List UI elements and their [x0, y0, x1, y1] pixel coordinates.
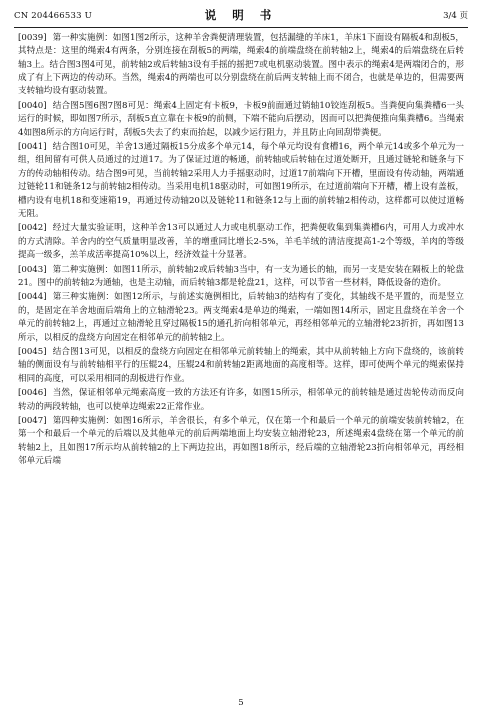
page-footer: [0, 698, 482, 708]
page-header: [14, 8, 468, 24]
document-body: [18, 32, 464, 470]
paragraph-text: 结合图5图6图7图8可见：绳索4上固定有卡板9，卡板9前面通过销轴10铰连刮板5。当粪便向集粪槽6一头运行的时候，即如图7所示，刮板5直立靠在卡板9的前侧，下端不能向后摆动，因而可以把粪便推向集粪槽6。当绳索4如图8所示的方向运行时，刮板5失去了约束而抬起，以减少运行阻力，并且防止向回刮带粪便。: [18, 100, 464, 138]
paragraph: [18, 346, 464, 386]
paragraph-number: [0041]: [18, 142, 47, 153]
paragraph-text: 第二种实施例：如图11所示，前转轴2或后转轴3当中，有一支为通长的轴，而另一支是安装在隔板上的轮盘21。图中的前转轴2为通轴，也是主动轴，而后转轴3都是轮盘21，这样，可以节省一些材料，降低设备的造价。: [18, 264, 464, 288]
paragraph: [18, 222, 464, 262]
paragraph: [18, 387, 464, 414]
paragraph: [18, 32, 464, 99]
paragraph-number: [0047]: [18, 416, 47, 427]
paragraph-text: 经过大量实验证明，这种羊舍13可以通过人力或电机驱动工作，把粪便收集到集粪槽6内，可用人力或冲水的方式清除。羊舍内的空气质量明显改善，羊的增重同比增长2-5%，羊毛羊绒的清洁度提高1-2个等级，羊肉的等级提高一级多，羔羊成活率提高10%以上，经济效益十分显著。: [18, 223, 464, 261]
paragraph-text: 第三种实施例：如图12所示，与前述实施例相比，后转轴3的结构有了变化，其轴线不是平置的，而是竖立的，是固定在羊舍地面后端角上的立轴滑轮23。两支绳索4是单边的绳索，一端如图14所示，固定且盘绕在羊舍一个单元的前转轴2上，再通过立轴滑轮且穿过隔板15的通孔折向相邻单元，再经相邻单元的立轴滑轮23折折，再如图13所示，以相反的盘绕方向固定在相邻单元的前转轴2上。: [18, 292, 464, 343]
paragraph-text: 结合图13可见，以相反的盘绕方向固定在相邻单元前转轴上的绳索，其中从前转轴上方向下盘绕的，该前转轴的侧面设有与前转轴相平行的压辊24，压辊24和前转轴2距离地面的高度相等。这样，即可使两个单元的绳索保持相同的高度，可以采用相同的刮板进行作业。: [18, 347, 464, 384]
page-indicator: 3/4 页: [443, 11, 468, 21]
paragraph-text: 第四种实施例：如图16所示，羊舍很长，有多个单元，仅在第一个和最后一个单元的前端安装前转轴2，在第一个和最后一个单元的后端以及其他单元的前后两端地面上均安装立轴滑轮23，所述绳索4盘绕在第一个单元的前转轴2上，且如图17所示均从前转轴2的上下两边拉出，再如图18所示，经后端的立轴滑轮23折向相邻单元，再经相邻单元后端: [18, 416, 464, 467]
paragraph-number: [0043]: [18, 264, 47, 275]
paragraph-number: [0045]: [18, 347, 47, 358]
paragraph-number: [0042]: [18, 223, 47, 234]
paragraph-text: 第一种实施例：如图1图2所示，这种羊舍粪便清理装置，包括漏缝的羊床1，羊床1下面设有隔板4和刮板5，其特点是：这里的绳索4有两条，分别连接在刮板5的两端，绳索4的前端盘绕在前转轴2上，绳索4的后端盘绕在后转轴3上。结合图3图4可见，前转轴2或后转轴3设有手摇的摇把7或电机驱动装置。图中表示的绳索4是两端闭合的，形成了有上下两边的传动环。当然，绳索4的两端也可以分别盘绕在前后两支转轴上而不闭合，也就是单边的，但需要两支转轴均设有驱动装置。: [18, 33, 464, 97]
paragraph-number: [0046]: [18, 388, 47, 399]
paragraph: [18, 100, 464, 140]
paragraph: [18, 415, 464, 468]
paragraph: [18, 264, 464, 291]
paragraph: [18, 291, 464, 344]
patent-number: CN 204466533 U: [14, 11, 92, 21]
paragraph-number: [0044]: [18, 292, 47, 303]
document-title: 说 明 书: [204, 8, 278, 22]
paragraph-text: 当然，保证相邻单元绳索高度一致的方法还有许多，如图15所示，相邻单元的前转轴是通过齿轮传动而反向转动的两段转轴，也可以使单边绳索22正常作业。: [18, 388, 464, 412]
paragraph-number: [0040]: [18, 100, 47, 111]
paragraph-number: [0039]: [18, 33, 47, 43]
header-divider: [14, 27, 468, 28]
paragraph-text: 结合图10可见，羊舍13通过隔板15分成多个单元14，每个单元均设有食槽16，两个单元14或多个单元为一组，组间留有可供人员通过的过道17。为了保证过道的畅通，前转轴或后转轴在过道处断开，且通过链轮和链条与下方的传动轴相传动。结合图9可见，当前转轴2采用人力手摇驱动时，过道17前端向下开槽，里面设有传动轴，两端通过链轮11和链条12与前转轴2相传动。当采用电机18驱动时，可如图19所示，在过道前端向下开槽，槽上设有盖板，槽内设有电机18和变速箱19，再通过传动轴20以及链轮11和链条12与上面的前转轴2相传动，这样都可以使过道畅无阻。: [18, 142, 464, 219]
page-number: 5: [238, 698, 244, 708]
paragraph: [18, 141, 464, 221]
